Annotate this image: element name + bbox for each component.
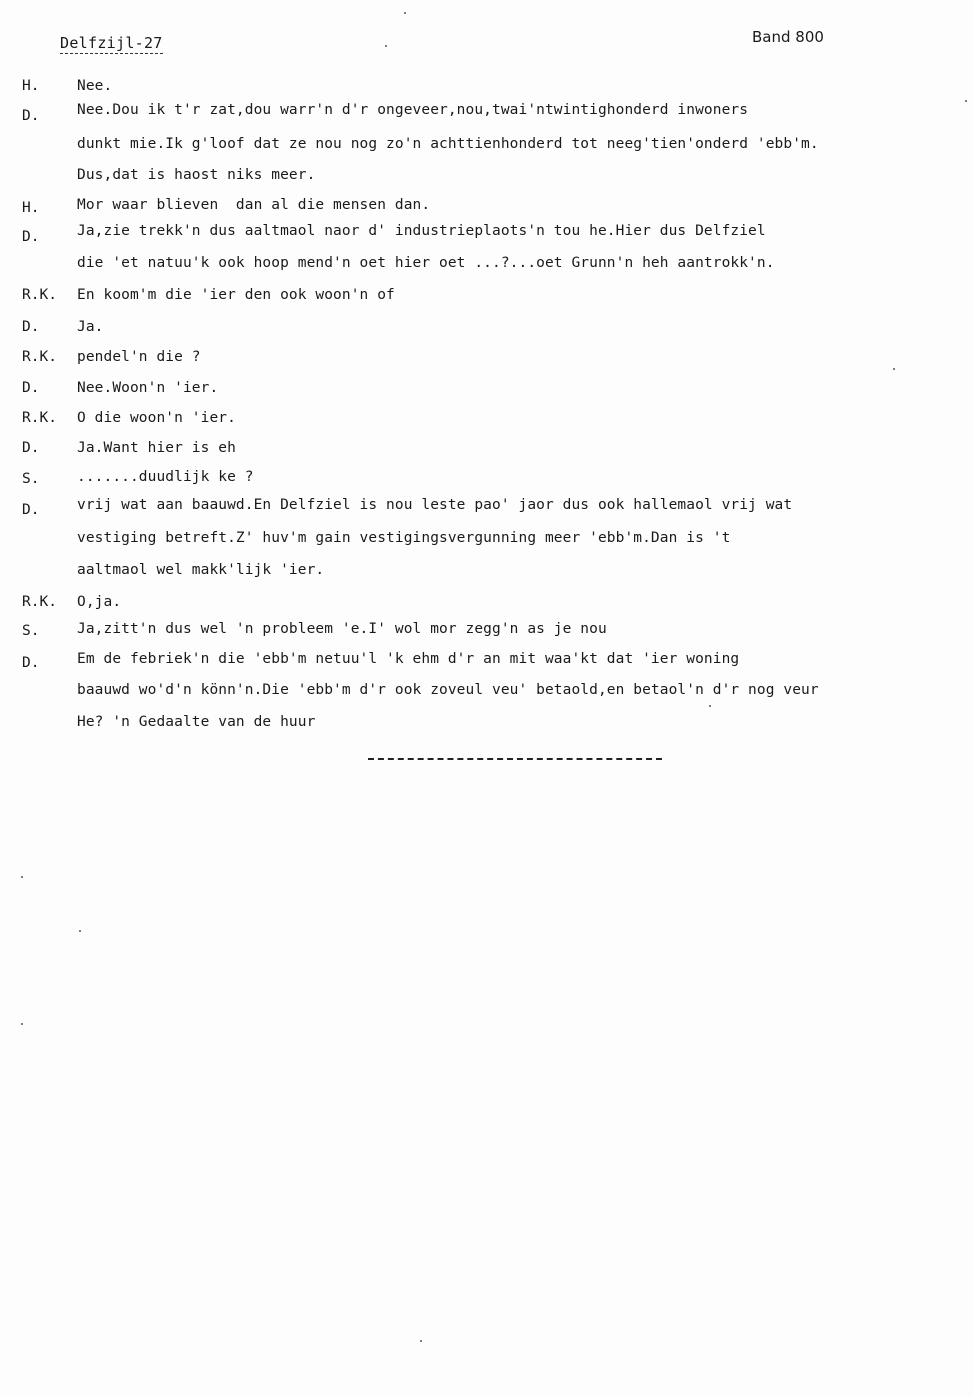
utterance-text: vrij wat aan baauwd.En Delfziel is nou leste pao' jaor dus ook hallemaol vrij wat — [77, 497, 793, 513]
utterance-text: .......duudlijk ke ? — [77, 469, 254, 485]
utterance-text: En koom'm die 'ier den ook woon'n of — [77, 287, 395, 303]
speaker-label: S. — [22, 623, 40, 639]
utterance-text: Ja,zie trekk'n dus aaltmaol naor d' industrieplaots'n tou he.Hier dus Delfziel — [77, 223, 766, 239]
scan-speck — [420, 1340, 422, 1342]
utterance-text: dunkt mie.Ik g'loof dat ze nou nog zo'n achttienhonderd tot neeg'tien'onderd 'ebb'm. — [77, 136, 819, 152]
speaker-label: D. — [22, 380, 40, 396]
scan-speck — [21, 876, 23, 878]
utterance-text: pendel'n die ? — [77, 349, 201, 365]
utterance-text: Ja. — [77, 319, 104, 335]
speaker-label: H. — [22, 78, 40, 94]
speaker-label: D. — [22, 108, 40, 124]
utterance-text: Ja.Want hier is eh — [77, 440, 236, 456]
utterance-text: Nee.Woon'n 'ier. — [77, 380, 219, 396]
document-id: Delfzijl-27 — [60, 34, 163, 52]
scan-speck — [21, 1023, 23, 1025]
speaker-label: S. — [22, 471, 40, 487]
speaker-label: R.K. — [22, 287, 57, 303]
scan-speck — [404, 12, 406, 14]
utterance-text: Dus,dat is haost niks meer. — [77, 167, 316, 183]
speaker-label: R.K. — [22, 594, 57, 610]
utterance-text: die 'et natuu'k ook hoop mend'n oet hier oet ...?...oet Grunn'n heh aantrokk'n. — [77, 255, 775, 271]
end-divider — [368, 758, 662, 760]
utterance-text: Em de febriek'n die 'ebb'm netuu'l 'k ehm d'r an mit waa'kt dat 'ier woning — [77, 651, 740, 667]
utterance-text: Nee.Dou ik t'r zat,dou warr'n d'r ongeveer,nou,twai'ntwintighonderd inwoners — [77, 102, 749, 118]
utterance-text: aaltmaol wel makk'lijk 'ier. — [77, 562, 325, 578]
utterance-text: He? 'n Gedaalte van de huur — [77, 714, 316, 730]
utterance-text: O die woon'n 'ier. — [77, 410, 236, 426]
scan-speck — [893, 368, 895, 370]
utterance-text: Mor waar blieven dan al die mensen dan. — [77, 197, 431, 213]
speaker-label: D. — [22, 229, 40, 245]
speaker-label: H. — [22, 200, 40, 216]
speaker-label: R.K. — [22, 349, 57, 365]
scan-speck — [385, 45, 387, 47]
speaker-label: D. — [22, 655, 40, 671]
tape-number: Band 800 — [752, 28, 824, 46]
speaker-label: D. — [22, 502, 40, 518]
utterance-text: baauwd wo'd'n könn'n.Die 'ebb'm d'r ook zoveul veu' betaold,en betaol'n d'r nog veur — [77, 682, 819, 698]
speaker-label: R.K. — [22, 410, 57, 426]
utterance-text: vestiging betreft.Z' huv'm gain vestigingsvergunning meer 'ebb'm.Dan is 't — [77, 530, 731, 546]
speaker-label: D. — [22, 319, 40, 335]
scan-speck — [709, 705, 711, 707]
speaker-label: D. — [22, 440, 40, 456]
utterance-text: Ja,zitt'n dus wel 'n probleem 'e.I' wol mor zegg'n as je nou — [77, 621, 607, 637]
utterance-text: O,ja. — [77, 594, 122, 610]
scan-speck — [965, 100, 967, 102]
scan-speck — [79, 930, 81, 932]
utterance-text: Nee. — [77, 78, 113, 94]
